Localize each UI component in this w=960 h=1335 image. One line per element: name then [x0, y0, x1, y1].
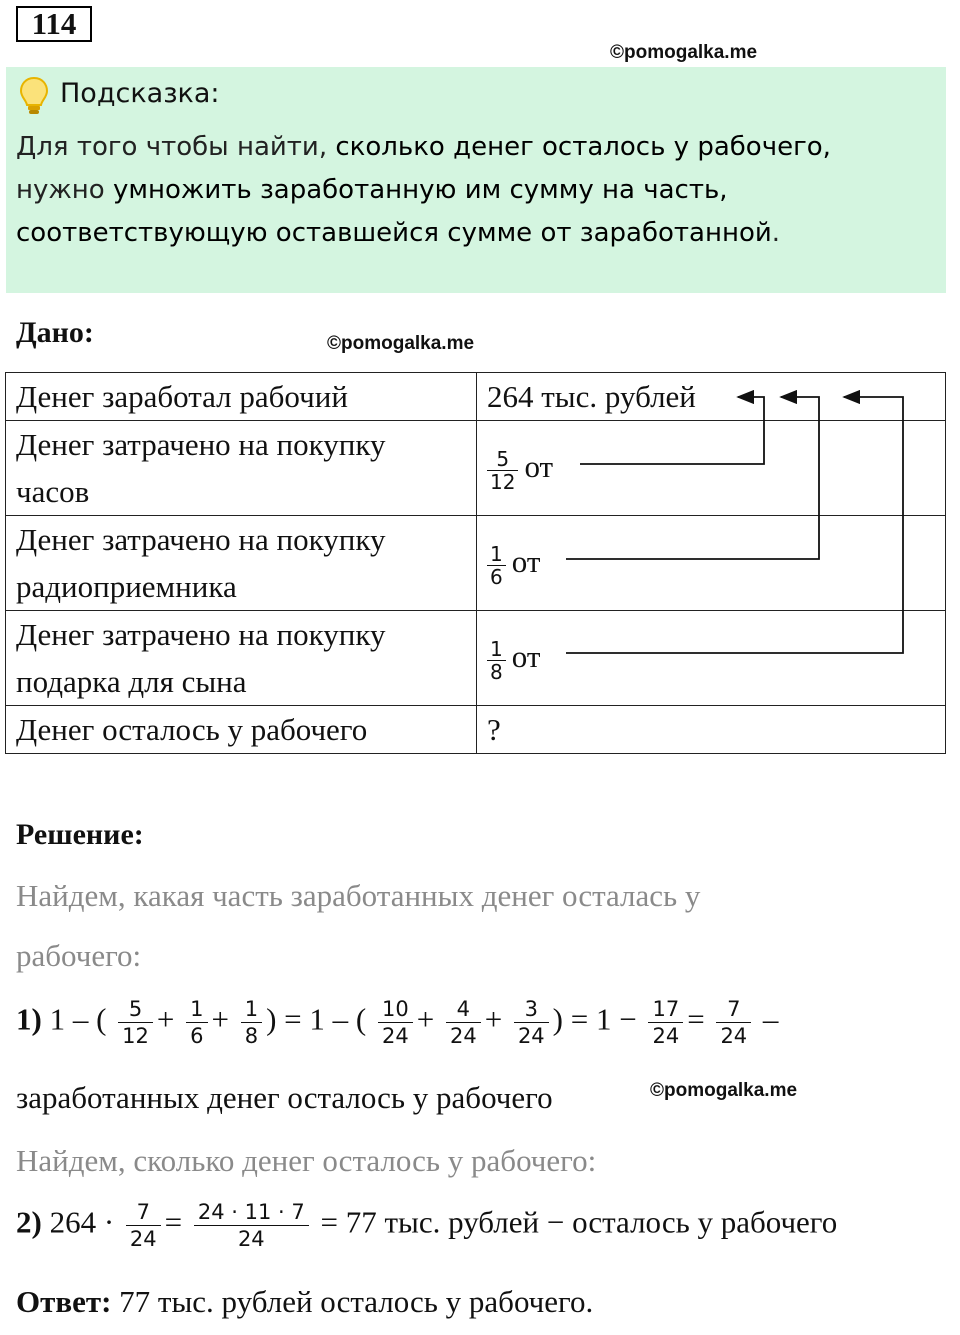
fraction: $\frac{24 \cdot 11 \cdot 7}{24}$ [194, 1199, 309, 1252]
arrow-1 [580, 397, 764, 464]
row-value: ? [477, 706, 946, 754]
row-label: Денег осталось у рабочего [6, 706, 477, 754]
fraction: $\frac{4}{24}$ [446, 996, 481, 1049]
row-label: Денег затрачено на покупку часов [6, 421, 477, 516]
step1-equation: 1) 1 – ( $\frac{5}{12}$ + $\frac{1}{6}$ + $\frac{1}{8}$ ) = 1 – ( $\frac{10}{24}$ + $\frac{4}{24}$ + $\frac{3}{24}$ ) = 1 − $\frac{17}{24}$ = $\frac{7}{24}$ – [16, 997, 779, 1048]
step2-intro: Найдем, сколько денег осталось у рабочего: [16, 1143, 597, 1178]
row-label: Денег затрачено на покупку подарка для сына [6, 611, 477, 706]
step1-tail: заработанных денег осталось у рабочего [16, 1080, 553, 1115]
hint-text-emphasis: соответствующую оставшейся сумме от заработанной [16, 218, 772, 248]
step1-intro: рабочего: [16, 938, 142, 973]
row-value: $\frac{1}{8}$ от [477, 611, 946, 706]
hint-text-normal: . [771, 218, 781, 248]
given-heading: Дано: [16, 316, 94, 349]
answer-text: 77 тыс. рублей осталось у рабочего. [111, 1284, 594, 1319]
hint-text-normal: нужно [16, 175, 113, 205]
fraction: $\frac{5}{12}$ [118, 996, 153, 1049]
row-label: Денег затрачено на покупку радиоприемника [6, 516, 477, 611]
fraction: $\frac{3}{24}$ [514, 996, 549, 1049]
hint-title: Подсказка: [60, 78, 220, 109]
fraction: $\frac{7}{24}$ [126, 1199, 161, 1252]
row-value: $\frac{1}{6}$ от [477, 516, 946, 611]
hint-text-normal: Для того чтобы найти, [16, 132, 336, 162]
row-label: Денег заработал рабочий [6, 373, 477, 421]
arrow-3 [566, 397, 903, 653]
fraction: $\frac{5}{12}$ [487, 448, 518, 493]
watermark: ©pomogalka.me [327, 333, 475, 354]
row-value: $\frac{5}{12}$ от [477, 421, 946, 516]
solution-heading: Решение: [16, 818, 144, 851]
fraction: $\frac{7}{24}$ [716, 996, 751, 1049]
fraction: $\frac{1}{8}$ [241, 996, 262, 1049]
fraction: $\frac{10}{24}$ [378, 996, 413, 1049]
answer-label: Ответ: [16, 1284, 112, 1319]
row-value: 264 тыс. рублей [477, 373, 946, 421]
fraction: $\frac{17}{24}$ [648, 996, 683, 1049]
step1-intro: Найдем, какая часть заработанных денег осталась у [16, 878, 701, 913]
fraction: $\frac{1}{8}$ [487, 638, 506, 683]
fraction: $\frac{1}{6}$ [186, 996, 207, 1049]
watermark: ©pomogalka.me [610, 42, 758, 63]
answer [16, 1284, 593, 1320]
hint-text-emphasis: умножить заработанную им сумму на часть, [112, 175, 728, 205]
problem-number: 114 [16, 6, 92, 42]
hint-text-emphasis: сколько денег осталось у рабочего, [335, 132, 831, 162]
watermark: ©pomogalka.me [650, 1080, 798, 1101]
fraction: $\frac{1}{6}$ [487, 543, 506, 588]
arrow-2 [566, 397, 819, 559]
step2-equation: 2) 264 · $\frac{7}{24}$ = $\frac{24 \cdot 11 \cdot 7}{24}$ = 77 тыс. рублей − осталось у рабочего [16, 1200, 838, 1251]
